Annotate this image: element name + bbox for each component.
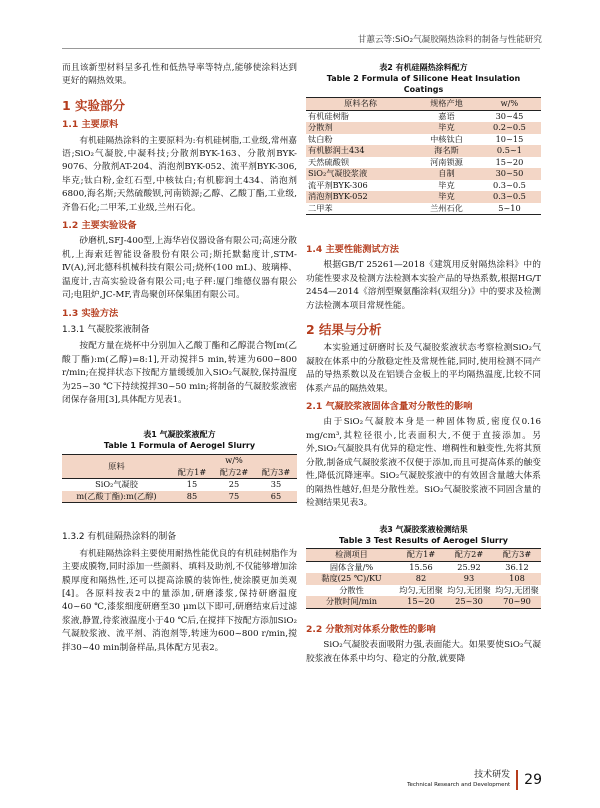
table-1-header-col: 配方2# bbox=[219, 466, 249, 477]
table-cell: 海名斯 bbox=[434, 145, 459, 155]
table-1-header-material: 原料 bbox=[108, 461, 125, 472]
right-column bbox=[306, 62, 541, 666]
table-cell: 35 bbox=[270, 479, 282, 490]
table-1-grid bbox=[62, 454, 297, 503]
table-cell: 0.5~1 bbox=[496, 145, 522, 155]
table-3-grid bbox=[306, 548, 541, 609]
table-cell: 有机硅树脂 bbox=[308, 110, 349, 121]
table-1 bbox=[62, 429, 297, 503]
table-2-row bbox=[306, 122, 541, 134]
table-2-header-col: w/% bbox=[500, 98, 519, 108]
table-cell: 消泡剂BYK-052 bbox=[308, 191, 368, 201]
table-cell: 嘉语 bbox=[438, 110, 455, 121]
table-2-row bbox=[306, 145, 541, 157]
slurry-paragraph: 按配方量在烧杯中分别加入乙酸丁酯和乙醇混合物[m(乙酸丁酯):m(乙醇)=8:1],开动搅拌5 min,转速为600~800 r/min;在搅拌状态下按配方量缓缓加入SiO₂气凝胶,保持温度为25~30 ℃下持续搅拌30~50 min;将制备的气凝胶浆液密闭保存备用[3],具体配方见表1。 bbox=[62, 341, 297, 405]
table-3 bbox=[306, 524, 541, 609]
running-head: 甘蕙云等:SiO₂气凝胶隔热涂料的制备与性能研究 bbox=[357, 35, 542, 45]
table-cell: 25~30 bbox=[455, 596, 483, 607]
journal-name-en: Technical Research and Development bbox=[407, 782, 511, 788]
table-cell: SiO₂气凝胶浆液 bbox=[308, 168, 368, 178]
table-1-caption-en: Table 1 Formula of Aerogel Slurry bbox=[103, 441, 256, 451]
equipment-paragraph: 砂磨机,SFJ-400型,上海华岩仪器设备有限公司;高速分散机,上海索廷智能设备股份有限公司;斯托默黏度计,STM-Ⅳ(A),河北德科机械科技有限公司;烧杯(100 mL)、玻璃棒、温度计,吉高实验设备有限公司;电子秤:厦门维德仪器有限公司;电阻炉,JC-MF,青岛聚创环保集团有限公司。 bbox=[62, 236, 297, 301]
table-cell: 自制 bbox=[438, 168, 455, 178]
table-cell: 分散时间/min bbox=[325, 596, 378, 607]
table-2-header-col: 规格产地 bbox=[430, 98, 463, 108]
table-3-header-col: 配方2# bbox=[454, 549, 484, 560]
table-cell: 中核钛白 bbox=[430, 133, 463, 144]
table-cell: 30~50 bbox=[495, 168, 524, 178]
results-paragraph: 本实验通过研磨时长及气凝胶浆液状态考察检测SiO₂气凝胶在体系中的分散稳定性及常规性能,同时,使用检测不同产品的导热系数以及在铝镁合金板上的平均隔热温度,比较不同体系产品的隔热效果。 bbox=[306, 343, 541, 394]
section-1-heading: 1 实验部分 bbox=[62, 97, 126, 113]
table-cell: 均匀,无团聚 bbox=[447, 584, 491, 595]
table-cell: 天然硫酸钡 bbox=[308, 156, 349, 167]
table-cell: 均匀,无团聚 bbox=[399, 584, 443, 595]
table-cell: 分散剂 bbox=[308, 122, 333, 132]
table-cell: 25 bbox=[228, 479, 240, 490]
table-cell: 10~15 bbox=[495, 133, 524, 144]
table-2-grid bbox=[306, 97, 541, 215]
table-2-row bbox=[306, 134, 541, 146]
journal-name bbox=[407, 770, 510, 790]
page-footer bbox=[407, 770, 542, 790]
table-1-row bbox=[62, 491, 297, 503]
table-cell: 5~10 bbox=[498, 202, 521, 213]
table-2-row bbox=[306, 168, 541, 180]
table-2 bbox=[306, 62, 541, 215]
header-divider bbox=[62, 48, 540, 49]
table-cell: 30~45 bbox=[495, 110, 524, 121]
table-3-header-col: 检测项目 bbox=[335, 549, 368, 560]
table-3-row bbox=[306, 585, 541, 597]
materials-paragraph: 有机硅隔热涂料的主要原料为:有机硅树脂,工业级,常州嘉语;SiO₂气凝胶,中凝科技;分散剂BYK-163、分散剂BYK-9076、分散剂AT-204、消泡剂BYK-052、流平剂BYK-306,毕克;钛白粉,金红石型,中核钛白;有机膨润土434、消泡剂6800,海名斯;天然硫酸钡,河南锁源;乙醇、乙酸丁酯,工业级,齐鲁石化;二甲苯,工业级,兰州石化。 bbox=[62, 135, 297, 213]
table-cell: 钛白粉 bbox=[308, 133, 333, 144]
intro-paragraph: 而且该新型材料呈多孔性和低热导率等特点,能够使涂料达到更好的隔热效果。 bbox=[62, 63, 297, 87]
table-cell: SiO₂气凝胶 bbox=[95, 479, 138, 490]
table-3-caption-cn: 表3 气凝胶浆液检测结果 bbox=[379, 525, 468, 535]
table-cell: 流平剂BYK-306 bbox=[308, 179, 368, 190]
table-1-header-col: 配方3# bbox=[261, 466, 291, 477]
left-column bbox=[62, 62, 297, 655]
table-2-row bbox=[306, 191, 541, 203]
dispersion-paragraph: 由于SiO₂气凝胶本身是一种固体物质,密度仅0.16 mg/cm³,其粒径很小,比表面积大,不便于直接添加。另外,SiO₂气凝胶具有优异的稳定性、增稠性和触变性,先将其预分散,制备成气凝胶浆液不仅便于添加,而且可提高体系的触变性,降低沉降速率。SiO₂气凝胶浆液中的有效固含量越大体系的隔热性越好,但是分散性差。SiO₂气凝胶浆液不同固含量的检测结果见表3。 bbox=[306, 417, 541, 508]
section-1-4-heading: 1.4 主要性能测试方法 bbox=[306, 244, 399, 255]
table-cell: 固体含量/% bbox=[329, 561, 374, 572]
table-cell: 75 bbox=[228, 490, 240, 501]
table-cell: 0.2~0.5 bbox=[492, 122, 526, 132]
table-cell: 70~90 bbox=[503, 596, 531, 607]
table-cell: 毕克 bbox=[438, 191, 455, 201]
table-cell: 65 bbox=[270, 490, 282, 501]
table-3-header-col: 配方1# bbox=[406, 549, 436, 560]
table-cell: 0.3~0.5 bbox=[492, 179, 526, 190]
table-cell: 0.3~0.5 bbox=[492, 191, 526, 201]
table-cell: 15 bbox=[186, 479, 198, 490]
table-1-header-unit: w/% bbox=[225, 455, 243, 466]
table-cell: 15~20 bbox=[407, 596, 435, 607]
table-cell: 有机膨润土434 bbox=[308, 145, 365, 155]
table-2-row bbox=[306, 203, 541, 215]
section-2-2-heading: 2.2 分散剂对体系分散性的影响 bbox=[306, 623, 436, 635]
table-cell: 毕克 bbox=[438, 122, 455, 132]
dispersant-paragraph: SiO₂气凝胶表面吸附力强,表面能大。如果要使SiO₂气凝胶浆液在体系中均匀、稳定的分散,就要降 bbox=[306, 640, 541, 664]
table-cell: 108 bbox=[509, 573, 525, 584]
test-paragraph: 根据GB/T 25261—2018《建筑用反射隔热涂料》中的功能性要求及检测方法检测本实验产品的导热系数,根据HG/T 2454—2014《溶剂型聚氨酯涂料(双组分)》中的要求及检测方法检测本项目常规性能。 bbox=[306, 260, 541, 311]
table-3-row bbox=[306, 596, 541, 608]
table-1-caption-cn: 表1 气凝胶浆液配方 bbox=[143, 430, 216, 440]
table-cell: m(乙酸丁酯):m(乙醇) bbox=[76, 490, 157, 501]
table-cell: 兰州石化 bbox=[430, 202, 463, 213]
table-3-row bbox=[306, 573, 541, 585]
footer-accent-bar bbox=[516, 770, 518, 790]
table-cell: 黏度(25 ℃)/KU bbox=[321, 573, 382, 584]
table-cell: 二甲苯 bbox=[308, 202, 333, 213]
table-2-row bbox=[306, 180, 541, 192]
table-cell: 25.92 bbox=[457, 561, 481, 572]
section-1-3-2-heading: 1.3.2 有机硅隔热涂料的制备 bbox=[62, 532, 177, 543]
table-cell: 分散性 bbox=[339, 584, 364, 595]
journal-name-cn: 技术研发 bbox=[474, 770, 511, 780]
table-3-row bbox=[306, 561, 541, 573]
table-2-row bbox=[306, 110, 541, 122]
table-2-row bbox=[306, 157, 541, 169]
page-number: 29 bbox=[524, 772, 542, 788]
section-1-1-heading: 1.1 主要原料 bbox=[62, 119, 119, 131]
table-cell: 36.12 bbox=[505, 561, 529, 572]
table-cell: 均匀,无团聚 bbox=[495, 584, 539, 595]
section-1-3-1-heading: 1.3.1 气凝胶浆液制备 bbox=[62, 324, 150, 335]
table-3-header-col: 配方3# bbox=[502, 549, 532, 560]
section-1-3-heading: 1.3 实验方法 bbox=[62, 307, 119, 319]
table-cell: 82 bbox=[415, 573, 427, 584]
table-2-header-col: 原料名称 bbox=[344, 98, 377, 108]
table-cell: 毕克 bbox=[438, 179, 455, 190]
table-1-header-col: 配方1# bbox=[177, 466, 207, 477]
table-cell: 85 bbox=[186, 490, 198, 501]
table-1-row bbox=[62, 479, 297, 491]
table-cell: 93 bbox=[463, 573, 475, 584]
section-2-heading: 2 结果与分析 bbox=[306, 322, 382, 338]
section-2-1-heading: 2.1 气凝胶浆液固体含量对分散性的影响 bbox=[306, 401, 473, 413]
table-cell: 15~20 bbox=[495, 156, 524, 167]
table-2-caption-cn: 表2 有机硅隔热涂料配方 bbox=[379, 63, 468, 72]
table-2-caption-en: Table 2 Formula of Silicone Heat Insulation Coatings bbox=[326, 74, 521, 94]
table-cell: 15.56 bbox=[409, 561, 433, 572]
table-3-caption-en: Table 3 Test Results of Aerogel Slurry bbox=[338, 536, 508, 546]
coating-paragraph: 有机硅隔热涂料主要使用耐热性能优良的有机硅树脂作为主要成膜物,同时添加一些颜料、填料及助剂,不仅能够增加涂膜厚度和隔热性,还可以提高涂膜的装饰性,使涂膜更加美观[4]。各原料按表2中的量添加,研磨漆浆,保持研磨温度40~60 ℃,漆浆细度研磨至30 μm以下即可,研磨结束后过滤浆液,静置,待浆液温度小于40 ℃后,在搅拌下按配方添加SiO₂气凝胶浆液、流平剂、消泡剂等,转速为600~800 r/min,搅拌30~40 min制备样品,具体配方见表2。 bbox=[62, 548, 297, 653]
table-cell: 河南锁源 bbox=[430, 156, 463, 167]
section-1-2-heading: 1.2 主要实验设备 bbox=[62, 220, 137, 232]
